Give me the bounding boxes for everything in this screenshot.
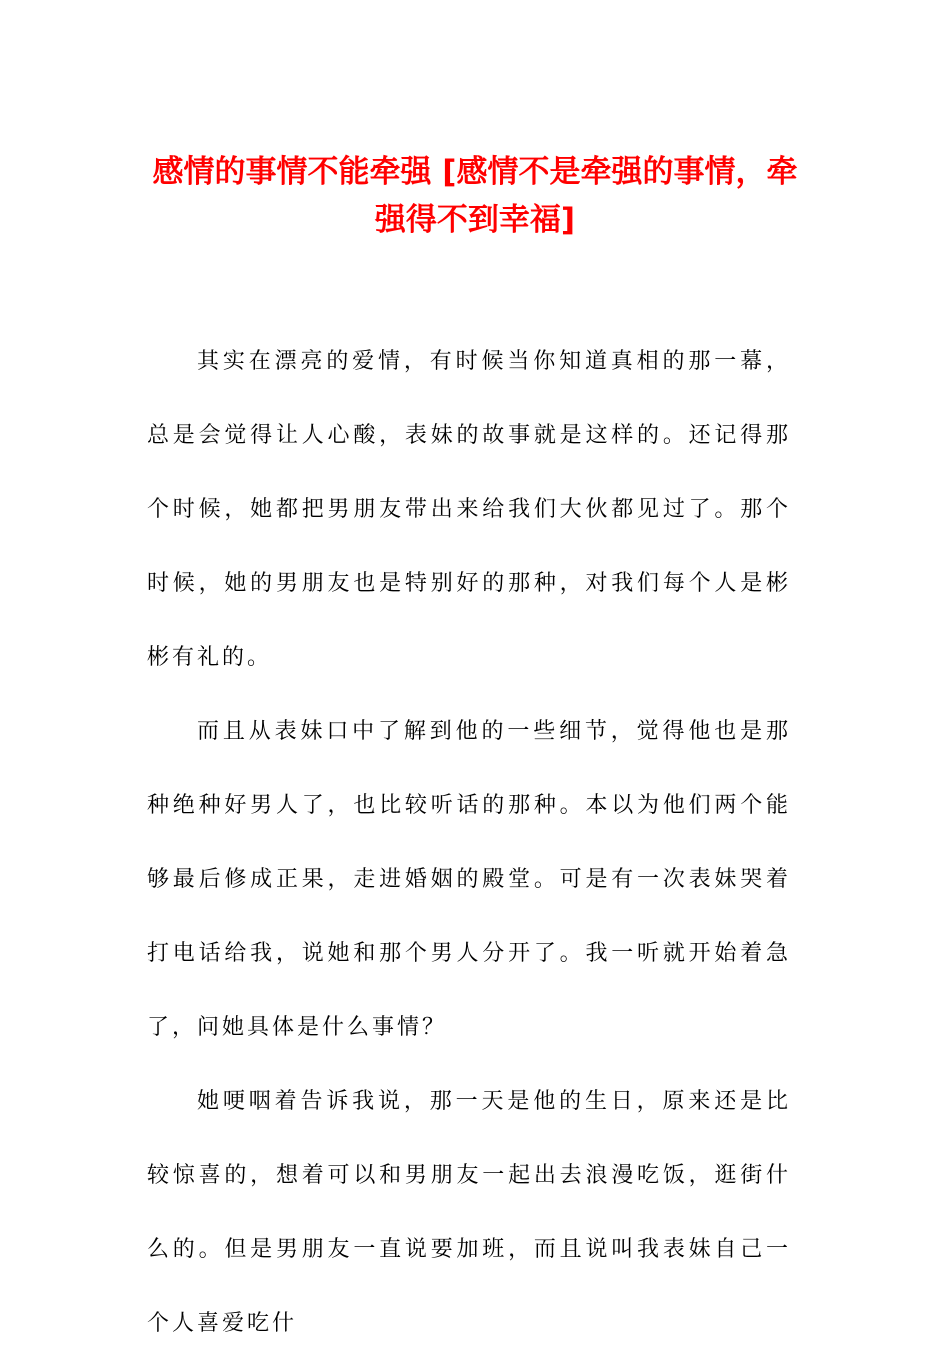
paragraph: 而且从表妹口中了解到他的一些细节，觉得他也是那种绝种好男人了，也比较听话的那种。本以为他们两个能够最后修成正果，走进婚姻的殿堂。可是有一次表妹哭着打电话给我，说她和那个男人分开了。我一听就开始着急了，问她具体是什么事情？ xyxy=(147,719,791,1040)
document-body xyxy=(147,325,791,1361)
paragraph: 她哽咽着告诉我说，那一天是他的生日，原来还是比较惊喜的，想着可以和男朋友一起出去浪漫吃饭，逛街什么的。但是男朋友一直说要加班，而且说叫我表妹自己一个人喜爱吃什 xyxy=(147,1089,791,1336)
document-title: 感情的事情不能牵强 [感情不是牵强的事情，牵强得不到幸福] xyxy=(152,154,798,238)
paragraph: 其实在漂亮的爱情，有时候当你知道真相的那一幕，总是会觉得让人心酸，表妹的故事就是这样的。还记得那个时候，她都把男朋友带出来给我们大伙都见过了。那个时候，她的男朋友也是特别好的那种，对我们每个人是彬彬有礼的。 xyxy=(147,349,791,670)
